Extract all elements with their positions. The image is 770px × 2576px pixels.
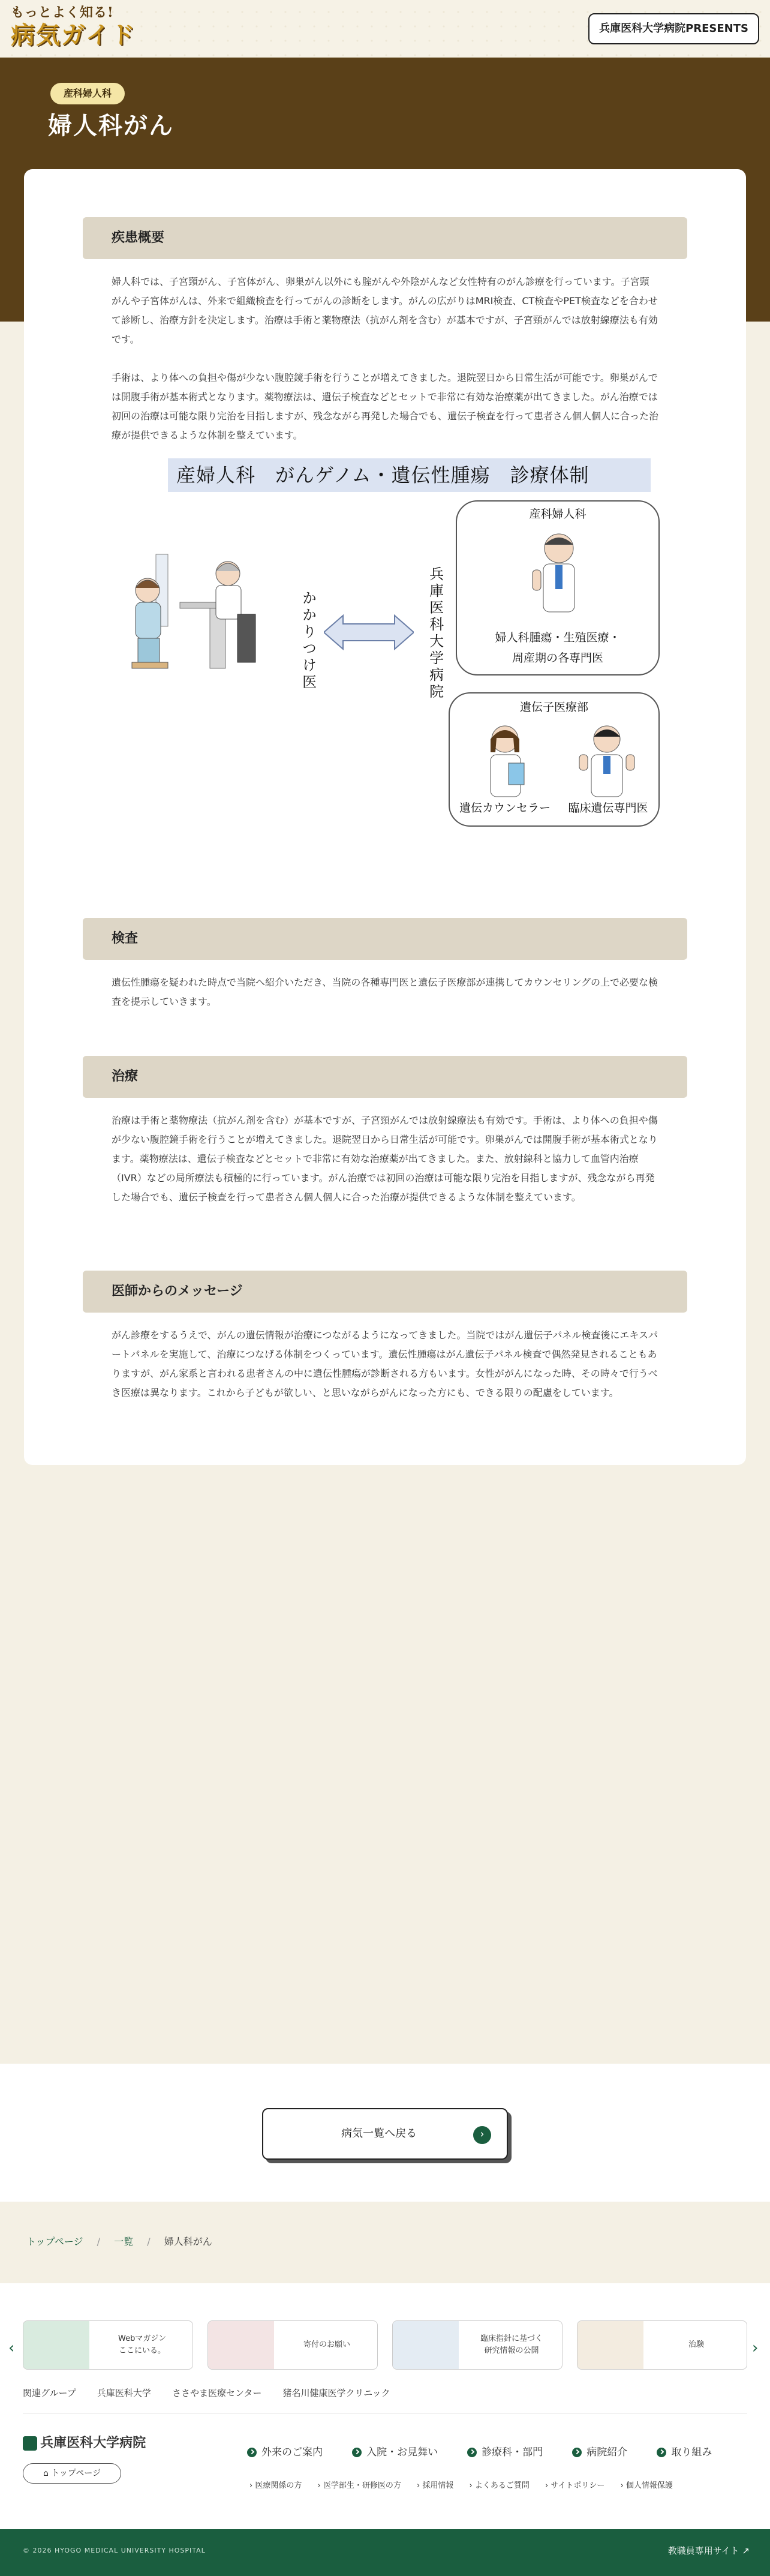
- hospital-logo-icon: [23, 2436, 37, 2451]
- carousel-item-donation[interactable]: [207, 2320, 378, 2370]
- paragraph: 治療は手術と薬物療法（抗がん剤を含む）が基本ですが、子宮頸がんでは放射線療法も有効です。手術は、より体への負担や傷が少ない腹腔鏡手術を行うことが増えてきました。退院翌日から日常生活が可能です。卵巣がんでは開腹手術が基本術式となります。薬物療法は、遺伝子検査などとセットで非常に有効な治療薬が出てきました。また、放射線科と協力して血管内治療（IVR）などの局所療法も積極的に行っています。がん治療では初回の治療は可能な限り完治を目指しますが、残念ながら再発した場合でも、遺伝子検査を行って患者さん個人個人に合った治療が提供できるような体制を整えています。: [112, 1115, 658, 1203]
- logo-subtitle: もっとよく知る!: [11, 5, 114, 20]
- footer-top-label: トップページ: [51, 2469, 101, 2478]
- breadcrumb-separator: /: [147, 2236, 151, 2247]
- clinical-trial-thumbnail: [578, 2321, 643, 2369]
- footer-nav-label: 診療科・部門: [482, 2446, 543, 2458]
- footer-nav-label: 外来のご案内: [261, 2446, 323, 2458]
- donation-thumbnail: [208, 2321, 274, 2369]
- arrow-circle-icon: [247, 2448, 257, 2457]
- consultation-illustration: [120, 542, 264, 698]
- carousel-next-icon[interactable]: ›: [752, 2339, 759, 2357]
- clinical-geneticist-label: 臨床遺伝専門医: [568, 801, 648, 815]
- paragraph: 婦人科では、子宮頸がん、子宮体がん、卵巣がん以外にも腟がんや外陰がんなど女性特有のがん診療を行っています。子宮頸がんや子宮体がんは、外来で組織検査を行ってがんの診断をします。がんの広がりはMRI検査、CT検査やPET検査などを合わせて診断し、治療方針を決定します。治療は手術と薬物療法（抗がん剤を含む）が基本ですが、子宮頸がんでは放射線療法も有効です。: [112, 276, 658, 345]
- carousel-label: 臨床指針に基づく 研究情報の公開: [480, 2334, 543, 2355]
- breadcrumb-current: 婦人科がん: [164, 2236, 212, 2247]
- footer-sub-link[interactable]: › 採用情報: [417, 2481, 454, 2490]
- counselor-label: 遺伝カウンセラー: [459, 801, 551, 815]
- breadcrumb: [0, 2202, 770, 2283]
- diagram-title: 産婦人科 がんゲノム・遺伝性腫瘍 診療体制: [168, 458, 651, 492]
- copyright-text: © 2026 HYOGO MEDICAL UNIVERSITY HOSPITAL: [23, 2547, 206, 2554]
- footer-nav-label: 入院・お見舞い: [366, 2446, 438, 2458]
- footer-nav-departments[interactable]: [467, 2446, 543, 2458]
- care-system-diagram: [120, 458, 660, 842]
- footer-top-button[interactable]: [23, 2463, 121, 2484]
- category-badge: 産科婦人科: [50, 83, 125, 104]
- related-link[interactable]: ささやま医療センター: [172, 2388, 262, 2398]
- section-body: [83, 1111, 687, 1207]
- footer-nav-label: 病院紹介: [586, 2446, 628, 2458]
- section-exam: [83, 918, 687, 1011]
- arrow-circle-icon: [572, 2448, 582, 2457]
- footer-sub-link[interactable]: › 医学部生・研修医の方: [317, 2481, 401, 2490]
- carousel-label: Webマガジン ここにいる。: [118, 2334, 167, 2355]
- geneticist-illustration: [577, 721, 637, 799]
- genetic-department-box: [449, 692, 660, 827]
- section-overview: [83, 217, 687, 445]
- footer-sub-link[interactable]: › よくあるご質問: [469, 2481, 530, 2490]
- footer-sub-link[interactable]: › 個人情報保護: [620, 2481, 673, 2490]
- content-card: [24, 169, 746, 1465]
- obgyn-department-box: [456, 500, 660, 675]
- paragraph: 遺伝性腫瘍を疑われた時点で当院へ紹介いただき、当院の各種専門医と遺伝子医療部が連携してカウンセリングの上で必要な検査を提示していきます。: [112, 977, 658, 1007]
- section-treatment: [83, 1056, 687, 1207]
- breadcrumb-list[interactable]: 一覧: [114, 2236, 134, 2247]
- hospital-name: 兵庫医科大学病院: [40, 2435, 146, 2451]
- external-link-icon: ↗: [742, 2545, 750, 2556]
- counselor-illustration: [479, 721, 533, 799]
- home-icon: ⌂: [43, 2469, 52, 2478]
- section-heading: 疾患概要: [83, 217, 687, 259]
- section-heading: 治療: [83, 1056, 687, 1098]
- staff-site-button[interactable]: [668, 2542, 750, 2560]
- arrow-circle-icon: [467, 2448, 477, 2457]
- breadcrumb-separator: /: [97, 2236, 101, 2247]
- section-heading: 医師からのメッセージ: [83, 1271, 687, 1313]
- footer-main-nav: [247, 2443, 712, 2462]
- staff-site-label: 教職員専用サイト: [667, 2545, 739, 2556]
- carousel-label: 寄付のお願い: [303, 2340, 350, 2349]
- paragraph: がん診療をするうえで、がんの遺伝情報が治療につながるようになってきました。当院ではがん遺伝子パネル検査後にエキスパートパネルを実施して、治療につなげる体制をつくっています。遺伝性腫瘍はがん遺伝子パネル検査で偶然発見されることもありますが、がん家系と言われる患者さんの中に遺伝性腫瘍が診断される方もいます。女性ががんになった時、その時々で行うべき医療は異なります。これから子どもが欲しい、と思いながらがんになった方にも、できる限りの配慮をしています。: [112, 1329, 658, 1398]
- dept-desc-1: 婦人科腫瘍・生殖医療・: [495, 631, 621, 644]
- section-body: [83, 1326, 687, 1403]
- section-body: [83, 272, 687, 445]
- breadcrumb-home[interactable]: トップページ: [26, 2236, 83, 2247]
- footer-nav-inpatient[interactable]: [352, 2446, 438, 2458]
- page-title: 婦人科がん: [48, 112, 174, 140]
- footer-nav-label: 取り組み: [671, 2446, 712, 2458]
- arrow-circle-icon: [657, 2448, 666, 2457]
- section-doctor-message: [83, 1271, 687, 1403]
- related-link[interactable]: 猪名川健康医学クリニック: [282, 2388, 390, 2398]
- presents-button[interactable]: 兵庫医科大学病院PRESENTS: [588, 13, 759, 44]
- section-body: [83, 973, 687, 1011]
- site-logo[interactable]: [11, 4, 149, 54]
- carousel-item-clinical-trial[interactable]: [577, 2320, 747, 2370]
- carousel-item-research[interactable]: [392, 2320, 563, 2370]
- related-group-label: 関連グループ: [23, 2388, 76, 2398]
- carousel-prev-icon[interactable]: ‹: [8, 2339, 15, 2357]
- doctor-illustration: [529, 528, 589, 618]
- footer-sub-nav: [249, 2479, 673, 2494]
- carousel-item-magazine[interactable]: [23, 2320, 193, 2370]
- carousel-label: 治験: [688, 2340, 704, 2349]
- copyright-bar: [0, 2529, 770, 2576]
- double-arrow-icon: [324, 614, 414, 650]
- arrow-right-icon: ›: [473, 2126, 491, 2144]
- logo-title: 病気ガイド: [11, 21, 136, 49]
- back-to-list-button[interactable]: [262, 2108, 508, 2160]
- back-area: [0, 2064, 770, 2202]
- family-doctor-label: かかりつけ医: [299, 590, 317, 691]
- footer-nav-initiatives[interactable]: [657, 2446, 712, 2458]
- research-thumbnail: [393, 2321, 459, 2369]
- section-heading: 検査: [83, 918, 687, 960]
- back-button-label: 病気一覧へ戻る: [341, 2127, 417, 2140]
- related-link[interactable]: 兵庫医科大学: [97, 2388, 151, 2398]
- dept-title: 産科婦人科: [529, 508, 586, 521]
- footer-nav-about[interactable]: [572, 2446, 627, 2458]
- hospital-label: 兵庫医科大学病院: [426, 566, 444, 701]
- footer-sub-link[interactable]: › 医療関係の方: [249, 2481, 302, 2490]
- magazine-thumbnail: [23, 2321, 89, 2369]
- dept-desc-2: 周産期の各専門医: [512, 651, 603, 665]
- footer-nav-outpatient[interactable]: [247, 2446, 323, 2458]
- footer-sub-link[interactable]: › サイトポリシー: [545, 2481, 605, 2490]
- paragraph: 手術は、より体への負担や傷が少ない腹腔鏡手術を行うことが増えてきました。退院翌日から日常生活が可能です。卵巣がんでは開腹手術が基本術式となります。薬物療法は、遺伝子検査などとセットで非常に有効な治療薬が出てきました。がん治療では初回の治療は可能な限り完治を目指しますが、残念ながら再発した場合でも、遺伝子検査を行って患者さん個人個人に合った治療が提供できるような体制を整えています。: [112, 372, 659, 441]
- genetic-title: 遺伝子医療部: [519, 701, 588, 714]
- arrow-circle-icon: [352, 2448, 362, 2457]
- footer-brand: [23, 2431, 146, 2456]
- related-group: [23, 2384, 390, 2402]
- site-footer: [0, 2283, 770, 2529]
- site-header: [0, 0, 770, 58]
